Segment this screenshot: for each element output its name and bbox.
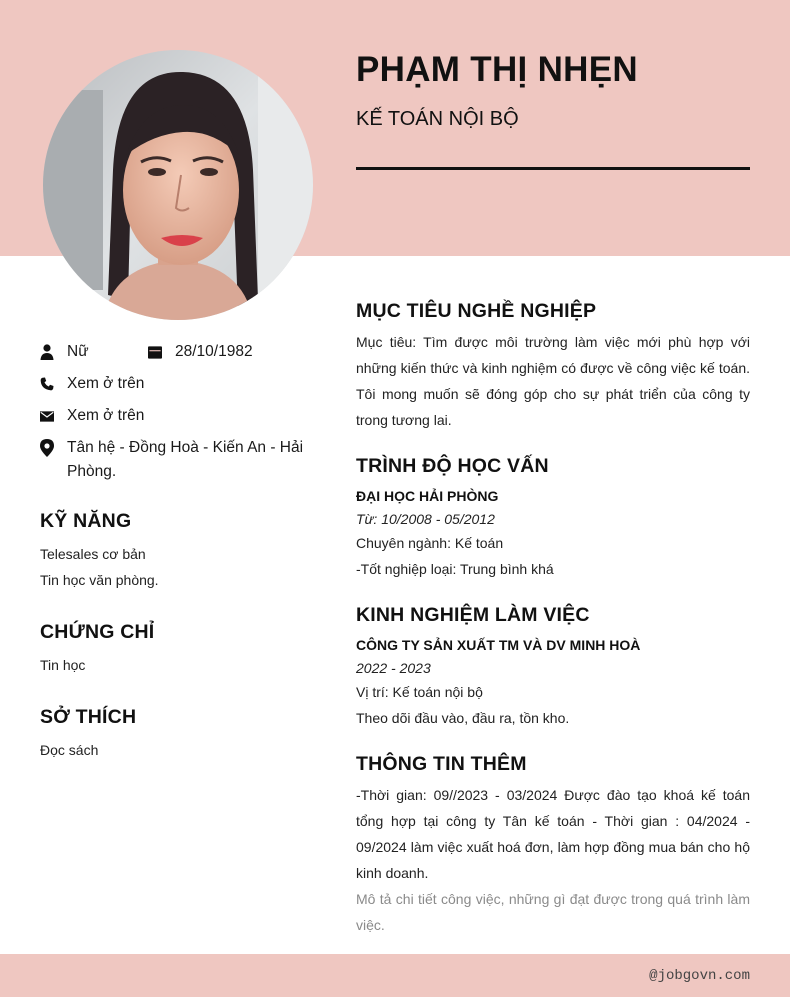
address-value: Tân hệ - Đồng Hoà - Kiến An - Hải Phòng. (67, 439, 304, 480)
skill-item: Tin học văn phòng. (40, 572, 159, 588)
phone-value[interactable]: Xem ở trên (67, 375, 145, 392)
phone-row (40, 372, 320, 396)
additional-text: -Thời gian: 09//2023 - 03/2024 Được đào tạo khoá kế toán tổng hợp tại công ty Tân kế toán - Thời gian : 04/2024 - 09/2024 làm việc xuất hoá đơn, làm hợp đồng mua bán cho hộ kinh doanh. (356, 787, 750, 881)
address-row (40, 436, 320, 484)
certificates-title: CHỨNG CHỈ (40, 621, 155, 643)
education-grade: -Tốt nghiệp loại: Trung bình khá (356, 561, 554, 577)
skills-title: KỸ NĂNG (40, 510, 132, 532)
experience-title: KINH NGHIỆM LÀM VIỆC (356, 604, 590, 626)
mail-icon (40, 404, 54, 428)
avatar (43, 50, 313, 320)
experience-section (356, 604, 750, 731)
gender-row (40, 340, 148, 364)
email-value[interactable]: Xem ở trên (67, 407, 145, 424)
education-major: Chuyên ngành: Kế toán (356, 535, 504, 551)
objective-title: MỤC TIÊU NGHỀ NGHIỆP (356, 300, 597, 322)
education-title: TRÌNH ĐỘ HỌC VẤN (356, 455, 549, 477)
gender-birthday-row (40, 340, 320, 372)
location-pin-icon (40, 436, 54, 460)
additional-placeholder: Mô tả chi tiết công việc, những gì đạt được trong quá trình làm việc. (356, 891, 750, 933)
header-divider (356, 167, 750, 170)
birthday-value: 28/10/1982 (175, 343, 253, 360)
additional-section (356, 753, 750, 938)
birthday-row (148, 340, 253, 364)
right-column (356, 300, 750, 960)
certificate-item: Tin học (40, 657, 86, 673)
experience-duty: Theo dõi đầu vào, đầu ra, tồn kho. (356, 710, 570, 726)
phone-icon (40, 372, 54, 396)
education-period: Từ: 10/2008 - 05/2012 (356, 511, 495, 527)
education-section (356, 455, 750, 582)
objective-section (356, 300, 750, 433)
candidate-name: PHẠM THỊ NHẸN (356, 50, 638, 89)
avatar-photo (43, 50, 313, 320)
school-name: ĐẠI HỌC HẢI PHÒNG (356, 488, 499, 504)
email-row (40, 404, 320, 428)
gender-value: Nữ (67, 343, 89, 360)
experience-period: 2022 - 2023 (356, 660, 431, 676)
job-title: KẾ TOÁN NỘI BỘ (356, 108, 519, 130)
footer-watermark: @jobgovn.com (649, 968, 750, 984)
additional-title: THÔNG TIN THÊM (356, 753, 527, 775)
hobby-item: Đọc sách (40, 742, 99, 758)
person-icon (40, 340, 54, 364)
left-column (40, 340, 320, 763)
calendar-icon (148, 340, 162, 364)
company-name: CÔNG TY SẢN XUẤT TM VÀ DV MINH HOÀ (356, 637, 641, 653)
objective-text: Mục tiêu: Tìm được môi trường làm việc mới phù hợp với những kiến thức và kinh nghiệm có được về công việc kế toán. Tôi mong muốn sẽ đóng góp cho sự phát triển của công ty trong tương lai. (356, 334, 750, 428)
hobbies-title: SỞ THÍCH (40, 706, 137, 728)
experience-position: Vị trí: Kế toán nội bộ (356, 684, 483, 700)
skill-item: Telesales cơ bản (40, 546, 146, 562)
